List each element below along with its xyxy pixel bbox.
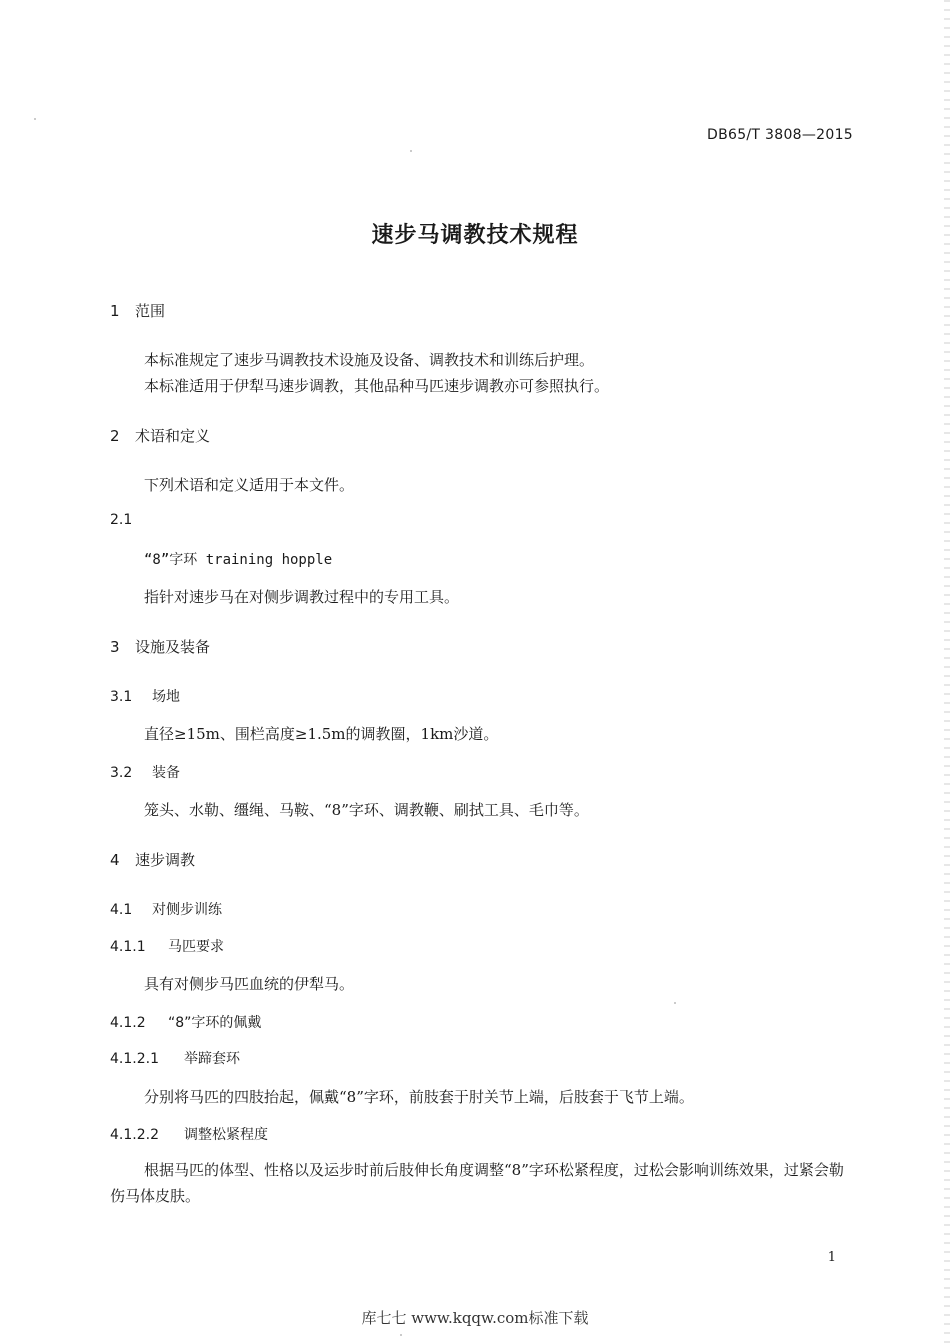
term-definition: 指针对速步马在对侧步调教过程中的专用工具。 [144,588,460,606]
scan-edge [944,0,950,1344]
paragraph: 分别将马匹的四肢抬起，佩戴“8”字环，前肢套于肘关节上端，后肢套于飞节上端。 [144,1088,694,1106]
clause-3-1-heading [110,686,180,706]
paragraph: 本标准适用于伊犁马速步调教，其他品种马匹速步调教亦可参照执行。 [144,377,610,395]
section-title: 范围 [135,302,166,320]
clause-title: 调整松紧程度 [184,1127,268,1143]
section-number: 1 [110,302,120,320]
clause-4-1-1-heading [110,936,224,956]
section-3-heading [110,636,210,657]
term-entry: “8”字环 training hopple [144,552,333,568]
clause-4-1-2-1-heading [110,1048,240,1068]
document-title: 速步马调教技术规程 [371,223,579,248]
paragraph: 具有对侧步马匹血统的伊犁马。 [144,975,355,993]
scan-speck [410,150,412,152]
clause-title: 马匹要求 [168,939,224,955]
section-4-heading [110,849,195,870]
section-title: 速步调教 [135,851,196,869]
footer-watermark: 库七七 www.kqqw.com标准下载 [361,1309,589,1327]
section-number: 4 [110,851,120,869]
section-number: 3 [110,638,120,656]
clause-title: 举蹄套环 [184,1051,240,1067]
section-1-heading [110,300,165,321]
section-number: 2 [110,427,120,445]
standard-code: DB65/T 3808—2015 [707,127,853,143]
section-title: 术语和定义 [135,427,211,445]
clause-number: 4.1.1 [110,939,146,955]
paragraph: 本标准规定了速步马调教技术设施及设备、调教技术和训练后护理。 [144,351,595,369]
clause-3-2-heading [110,762,180,782]
clause-title: 场地 [152,689,180,705]
clause-title: 对侧步训练 [152,902,222,918]
clause-4-1-heading [110,899,222,919]
clause-2-1-number: 2.1 [110,512,133,528]
clause-title: “8”字环的佩戴 [168,1015,262,1031]
clause-number: 4.1.2.2 [110,1127,159,1143]
paragraph: 直径≥15m、围栏高度≥1.5m的调教圈，1km沙道。 [144,725,499,743]
section-2-heading [110,425,210,446]
clause-number: 3.2 [110,765,133,781]
paragraph: 笼头、水勒、缰绳、马鞍、“8”字环、调教鞭、刷拭工具、毛巾等。 [144,801,589,819]
scan-speck [674,1002,676,1004]
clause-4-1-2-2-heading [110,1124,268,1144]
paragraph: 根据马匹的体型、性格以及运步时前后肢伸长角度调整“8”字环松紧程度，过松会影响训练效果，过紧会勒伤马体皮肤。 [110,1161,844,1205]
scan-speck [34,118,36,120]
clause-number: 4.1 [110,902,133,918]
section-title: 设施及装备 [135,638,211,656]
clause-number: 4.1.2.1 [110,1051,159,1067]
paragraph: 下列术语和定义适用于本文件。 [144,476,355,494]
clause-title: 装备 [152,765,180,781]
clause-4-1-2-heading [110,1012,261,1032]
clause-number: 4.1.2 [110,1015,146,1031]
clause-number: 3.1 [110,689,133,705]
scan-speck [400,1334,402,1336]
page-number: 1 [827,1250,836,1265]
